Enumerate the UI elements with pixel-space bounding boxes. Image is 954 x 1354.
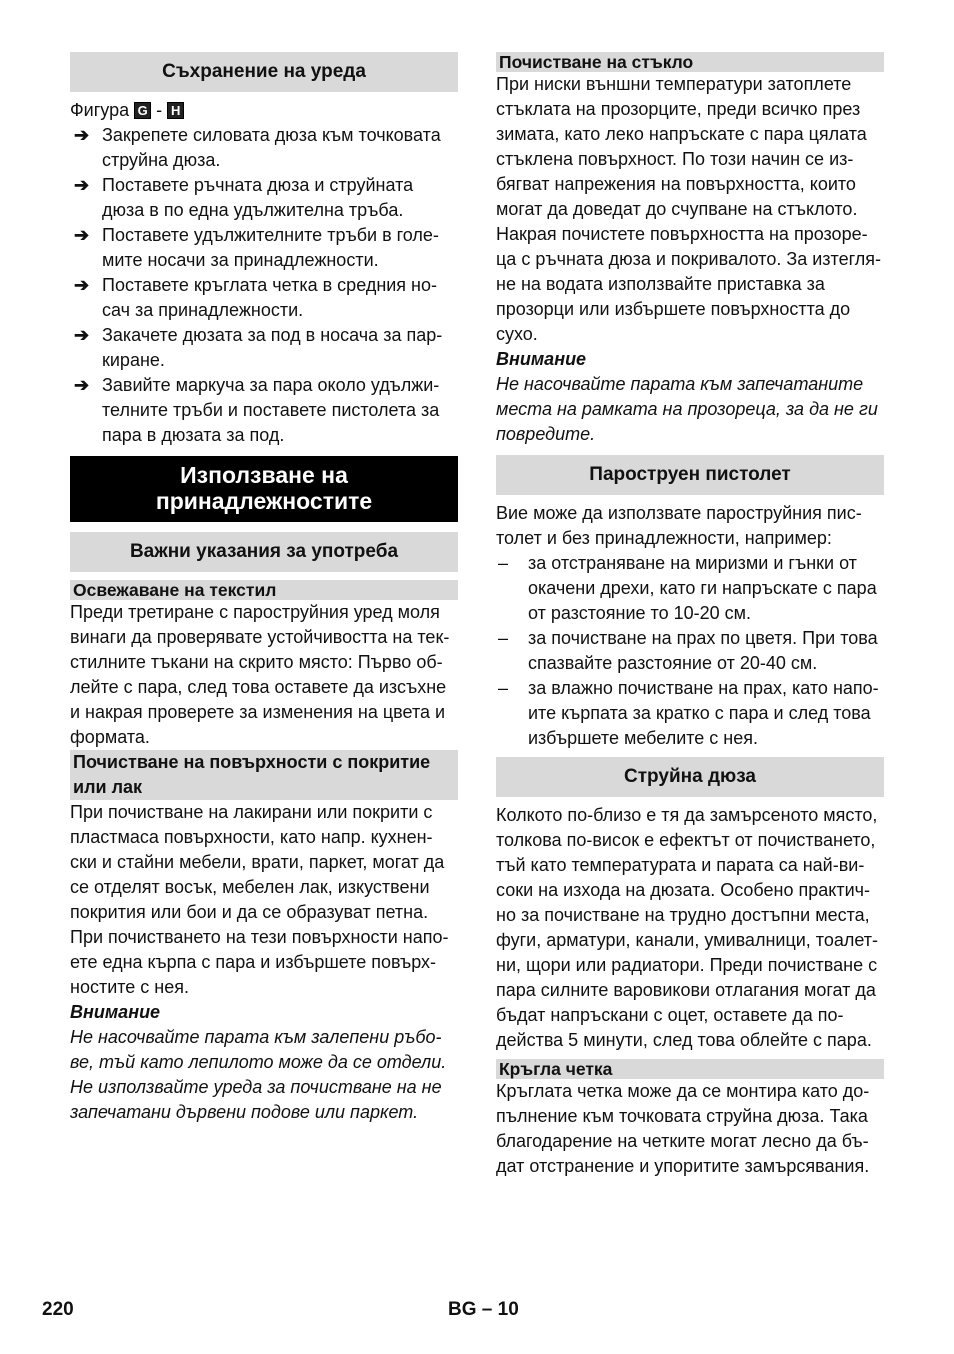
list-item: [70, 323, 458, 373]
text-line: формата.: [70, 727, 150, 747]
list-item-line: мите носачи за принадлежности.: [102, 250, 379, 270]
text-line: повредите.: [496, 424, 596, 444]
attention-text-right: [496, 372, 884, 447]
list-item-line: дюза в по една удължителна тръба.: [102, 200, 404, 220]
text-line: Не използвайте уреда за почистване на не: [70, 1077, 442, 1097]
arrow-icon: ➔: [74, 175, 90, 195]
list-item-line: за почистване на прах по цветя. При това: [528, 628, 878, 648]
text-line: пара силните варовикови отлагания могат да: [496, 980, 876, 1000]
text-line: толкова по-висок е ефектът от почистването,: [496, 830, 876, 850]
text-line: но за почистване на трудно достъпни места,: [496, 905, 870, 925]
glass-text: [496, 72, 884, 347]
dash-bullet: –: [498, 628, 509, 648]
text-line: Не насочвайте парата към залепени ръбо-: [70, 1027, 442, 1047]
text-line: благодарение на четките могат лесно да бъ-: [496, 1131, 869, 1151]
list-item-line: киране.: [102, 350, 165, 370]
list-item-line: спазвайте разстояние от 20-40 см.: [528, 653, 818, 673]
gun-items: [496, 551, 884, 751]
dash-bullet: –: [498, 678, 509, 698]
list-item: [70, 173, 458, 223]
text-line: Вие може да използвате пароструйния пис-: [496, 503, 862, 523]
figure-g-badge: G: [134, 102, 151, 119]
text-line: ностите с нея.: [70, 977, 190, 997]
text-line: запечатани дървени подове или паркет.: [70, 1102, 419, 1122]
list-item: [70, 223, 458, 273]
list-item: [496, 676, 884, 751]
list-item-line: Закрепете силовата дюза към точковата: [102, 125, 441, 145]
text-line: Не насочвайте парата към запечатаните: [496, 374, 864, 394]
jet-heading: Струйна дюза: [496, 757, 884, 797]
list-item-line: избършете мебелите с нея.: [528, 728, 759, 748]
arrow-icon: ➔: [74, 275, 90, 295]
text-line: Накрая почистете повърхността на прозоре-: [496, 224, 868, 244]
arrow-icon: ➔: [74, 325, 90, 345]
list-item: [70, 373, 458, 448]
gun-intro: [496, 501, 884, 551]
text-line: фуги, арматури, канали, умивалници, тоалет-: [496, 930, 879, 950]
text-line: При ниски външни температури затоплете: [496, 74, 852, 94]
attention-label-right: Внимание: [496, 349, 587, 369]
text-line: зимата, като леко напръскате с пара цялата: [496, 124, 867, 144]
text-line: стъклена повърхност. По този начин се из-: [496, 149, 854, 169]
text-line: ски и стайни мебели, врати, паркет, могат да: [70, 852, 445, 872]
list-item-line: окачени дрехи, като ги напръскате с пара: [528, 578, 877, 598]
list-item-line: пара в дюзата за под.: [102, 425, 285, 445]
coated-text: [70, 800, 458, 1000]
list-item-line: от разстояние то 10-20 см.: [528, 603, 752, 623]
list-item-line: Поставете кръглата четка в средния но-: [102, 275, 438, 295]
textile-heading: Освежаване на текстил: [70, 580, 458, 600]
text-line: При почистването на тези повърхности напо-: [70, 927, 449, 947]
text-line: бъдат напръскани с оцет, оставете да по-: [496, 1005, 844, 1025]
text-line: пластмаса повърхности, като напр. кухнен-: [70, 827, 433, 847]
list-item: [70, 123, 458, 173]
text-line: пълнение към точковата струйна дюза. Така: [496, 1106, 868, 1126]
list-item-line: Поставете удължителните тръби в голе-: [102, 225, 439, 245]
left-column: [70, 52, 458, 1125]
text-line: не на водата използвайте приставка за: [496, 274, 825, 294]
text-line: Кръглата четка може да се монтира като до-: [496, 1081, 870, 1101]
list-item-line: за влажно почистване на прах, като напо-: [528, 678, 879, 698]
coated-heading: [70, 750, 458, 800]
list-item-line: за отстраняване на миризми и гънки от: [528, 553, 857, 573]
brush-heading: Кръгла четка: [496, 1059, 884, 1079]
storage-heading: Съхранение на уреда: [70, 52, 458, 92]
textile-text: [70, 600, 458, 750]
text-line: прозорци или избършете повърхността до: [496, 299, 851, 319]
text-line: и накрая проверете за изменения на цвета и: [70, 702, 446, 722]
brush-text: [496, 1079, 884, 1179]
text-line: бягват напрежения на повърхността, които: [496, 174, 856, 194]
important-heading: Важни указания за употреба: [70, 532, 458, 572]
list-item: [70, 273, 458, 323]
page-number: 220: [42, 1299, 74, 1320]
text-line: сухо.: [496, 324, 538, 344]
jet-text: [496, 803, 884, 1053]
text-line: действа 5 минути, след това облейте с пара.: [496, 1030, 872, 1050]
text-line: ни, щори или радиатори. Преди почистване с: [496, 955, 878, 975]
text-line: При почистване на лакирани или покрити с: [70, 802, 433, 822]
list-item: [496, 626, 884, 676]
section-title: Използване на принадлежностите: [70, 456, 458, 522]
text-line: тъй като температурата и парата са най-ви-: [496, 855, 865, 875]
list-item-line: Закачете дюзата за под в носача за пар-: [102, 325, 443, 345]
list-item: [496, 551, 884, 626]
text-line: Почистване на повърхности с покритие: [73, 752, 431, 772]
arrow-icon: ➔: [74, 125, 90, 145]
text-line: стилните тъкани на скрито място: Първо об-: [70, 652, 443, 672]
text-line: Колкото по-близо е тя да замърсеното място,: [496, 805, 878, 825]
text-line: винаги да проверявате устойчивостта на тек-: [70, 627, 450, 647]
list-item-line: сач за принадлежности.: [102, 300, 304, 320]
list-item-line: Поставете ръчната дюза и струйната: [102, 175, 414, 195]
text-line: лейте с пара, след това оставете да изсъхне: [70, 677, 447, 697]
text-line: дат отстранение и упоритите замърсявания.: [496, 1156, 870, 1176]
text-line: покрития или бои и да се образуват петна.: [70, 902, 429, 922]
text-line: места на рамката на прозореца, за да не ги: [496, 399, 878, 419]
list-item-line: струйна дюза.: [102, 150, 221, 170]
attention-text-left: [70, 1025, 458, 1125]
attention-label-left: Внимание: [70, 1002, 161, 1022]
right-column: [496, 52, 884, 1179]
text-line: стъклата на прозорците, преди всичко през: [496, 99, 861, 119]
text-line: ца с ръчната дюза и покривалото. За изтегля-: [496, 249, 881, 269]
text-line: или лак: [73, 777, 143, 797]
list-item-line: телните тръби и поставете пистолета за: [102, 400, 440, 420]
arrow-icon: ➔: [74, 375, 90, 395]
text-line: се отделят восък, мебелен лак, изкуствени: [70, 877, 430, 897]
storage-steps: [70, 123, 458, 448]
text-line: соки на изхода на дюзата. Особено практич-: [496, 880, 871, 900]
text-line: толет и без принадлежности, например:: [496, 528, 832, 548]
figure-reference: Фигура G - H: [70, 98, 458, 123]
gun-heading: Пароструен пистолет: [496, 455, 884, 495]
figure-h-badge: H: [167, 102, 184, 119]
text-line: могат да доведат до счупване на стъклото.: [496, 199, 858, 219]
text-line: ве, тъй като лепилото може да се отдели.: [70, 1052, 447, 1072]
list-item-line: Завийте маркуча за пара около удължи-: [102, 375, 440, 395]
section-page: BG – 10: [448, 1299, 519, 1320]
text-line: Преди третиране с пароструйния уред моля: [70, 602, 440, 622]
arrow-icon: ➔: [74, 225, 90, 245]
list-item-line: ите кърпата за кратко с пара и след това: [528, 703, 871, 723]
glass-heading: Почистване на стъкло: [496, 52, 884, 72]
text-line: ете една кърпа с пара и избършете повърх-: [70, 952, 437, 972]
dash-bullet: –: [498, 553, 509, 573]
